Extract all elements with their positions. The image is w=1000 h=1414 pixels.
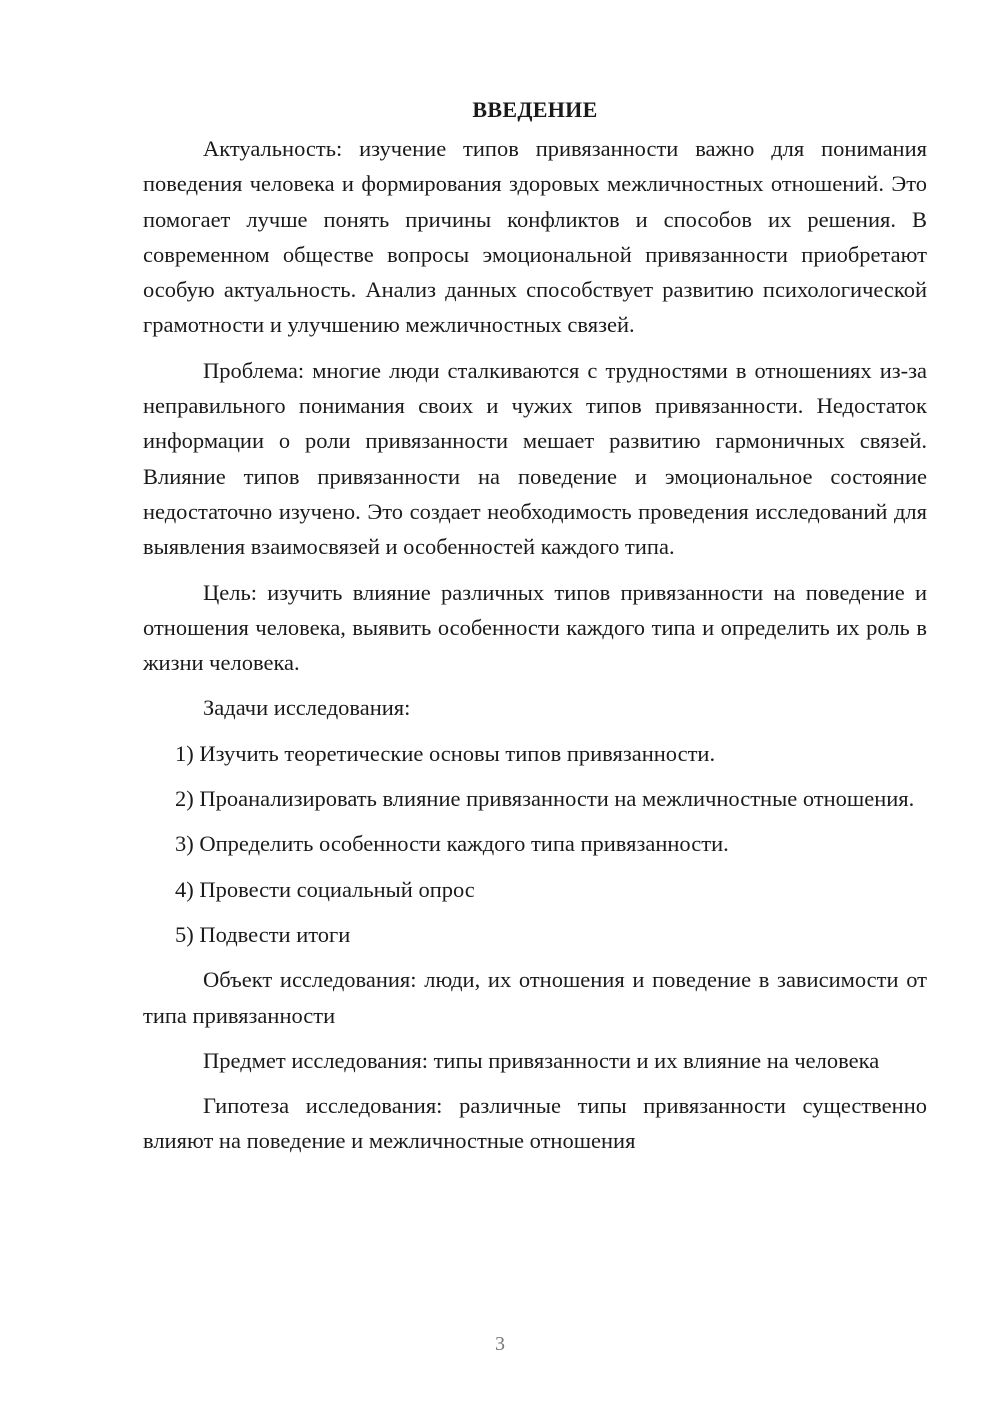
paragraph-subject: Предмет исследования: типы привязанности и их влияние на человека <box>203 1047 880 1073</box>
task-item: 5) Подвести итоги <box>175 921 351 947</box>
paragraph-relevance: Актуальность: изучение типов привязанности важно для понимания поведения человека и формирования здоровых межличностных отношений. Это помогает лучше понять причины конфликтов и способов их решения. В современном обществе вопросы эмоциональной привязанности приобретают особую актуальность. Анализ данных способствует развитию психологической грамотности и улучшению межличностных связей. <box>143 136 927 338</box>
task-item: 2) Проанализировать влияние привязанности на межличностные отношения. <box>175 786 915 812</box>
paragraph-object: Объект исследования: люди, их отношения и поведение в зависимости от типа привязанности <box>143 967 927 1028</box>
paragraph-goal: Цель: изучить влияние различных типов привязанности на поведение и отношения человека, выявить особенности каждого типа и определить их роль в жизни человека. <box>143 579 927 676</box>
tasks-heading: Задачи исследования: <box>203 695 411 721</box>
page-title: ВВЕДЕНИЕ <box>472 97 598 122</box>
task-item: 3) Определить особенности каждого типа привязанности. <box>175 831 729 857</box>
task-item: 1) Изучить теоретические основы типов привязанности. <box>175 740 716 766</box>
task-item: 4) Провести социальный опрос <box>175 876 475 902</box>
document-page <box>143 95 927 1169</box>
paragraph-hypothesis: Гипотеза исследования: различные типы привязанности существенно влияют на поведение и межличностные отношения <box>143 1093 927 1154</box>
page-number: 3 <box>495 1333 505 1355</box>
paragraph-problem: Проблема: многие люди сталкиваются с трудностями в отношениях из-за неправильного понимания своих и чужих типов привязанности. Недостаток информации о роли привязанности мешает развитию гармоничных связей. Влияние типов привязанности на поведение и эмоциональное состояние недостаточно изучено. Это создает необходимость проведения исследований для выявления взаимосвязей и особенностей каждого типа. <box>143 357 927 560</box>
